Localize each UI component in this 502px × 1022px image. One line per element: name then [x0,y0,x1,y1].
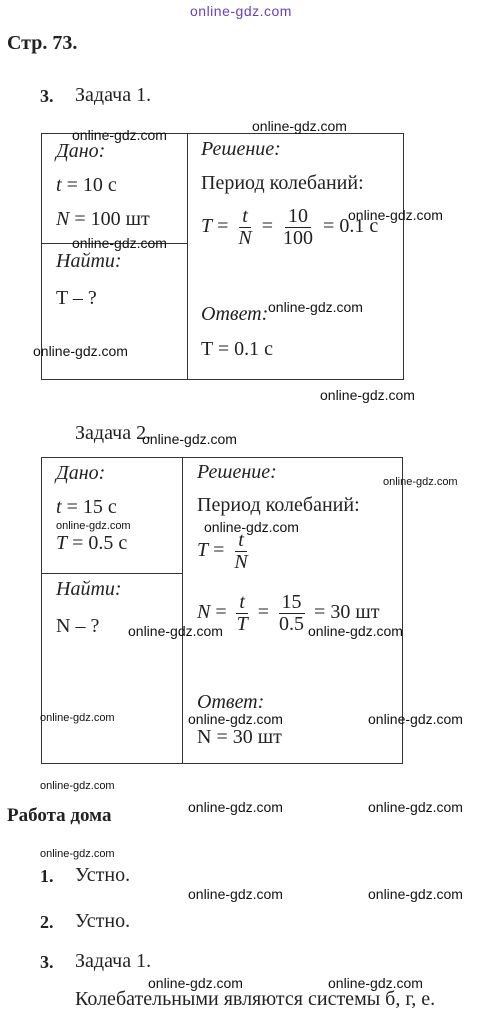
watermark: online-gdz.com [204,519,299,535]
watermark: online-gdz.com [128,623,223,639]
page-title: Стр. 73. [7,32,78,54]
solution-label: Решение: [201,138,281,160]
period-formula: T = $\frac{t}{N}$ = $\frac{10}{100}$ = 0.1 с [201,205,379,249]
homework-item-number: 2. [40,912,54,932]
problem1-divider [187,133,188,379]
find-label: Найти: [56,250,122,272]
solution-label: Решение: [197,461,277,483]
homework-item-number: 1. [40,866,54,886]
watermark: online-gdz.com [33,343,128,359]
answer-label: Ответ: [197,691,265,713]
watermark: online-gdz.com [72,235,167,251]
watermark: online-gdz.com [188,886,283,902]
watermark: online-gdz.com [40,712,115,724]
watermark: online-gdz.com [368,886,463,902]
site-watermark: online-gdz.com [190,3,292,19]
given-row: t = 10 с [56,174,117,196]
task2-label: Задача 2. [75,422,152,444]
watermark: online-gdz.com [72,127,167,143]
watermark: online-gdz.com [328,975,423,991]
homework-item-text: Устно. [75,864,131,886]
watermark: online-gdz.com [252,118,347,134]
task-number: 3. [40,86,54,106]
count-formula: N = $\frac{t}{T}$ = $\frac{15}{0.5}$ = 30 шт [197,591,380,635]
answer-label: Ответ: [201,303,269,325]
watermark: online-gdz.com [188,799,283,815]
watermark: online-gdz.com [368,711,463,727]
given-label: Дано: [56,462,106,484]
watermark: online-gdz.com [383,476,458,488]
homework-final-text: Колебательными являются системы б, г, е. [75,988,436,1010]
given-row: T = 0.5 с [56,532,128,554]
homework-item-number: 3. [40,952,54,972]
answer-value: N = 30 шт [197,726,282,748]
watermark: online-gdz.com [148,975,243,991]
solution-text: Период колебаний: [197,494,360,516]
given-row: N = 100 шт [56,208,150,230]
answer-value: T = 0.1 с [201,338,274,360]
watermark: online-gdz.com [56,520,131,532]
watermark: online-gdz.com [142,431,237,447]
problem2-given-divider [41,573,183,574]
problem2-divider [182,457,183,763]
find-label: Найти: [56,578,122,600]
homework-item-text: Устно. [75,910,131,932]
task-label: Задача 1. [75,84,152,106]
given-row: t = 15 с [56,496,117,518]
watermark: online-gdz.com [188,711,283,727]
find-value: T – ? [56,287,97,309]
period-formula: T = $\frac{t}{N}$ [197,529,248,573]
homework-item-text: Задача 1. [75,950,152,972]
watermark: online-gdz.com [268,299,363,315]
watermark: online-gdz.com [308,623,403,639]
watermark: online-gdz.com [40,848,115,860]
given-label: Дано: [56,140,106,162]
find-value: N – ? [56,615,100,637]
watermark: online-gdz.com [368,799,463,815]
solution-text: Период колебаний: [201,172,364,194]
homework-title: Работа дома [7,805,112,826]
watermark: online-gdz.com [40,780,115,792]
watermark: online-gdz.com [320,387,415,403]
watermark: online-gdz.com [348,207,443,223]
